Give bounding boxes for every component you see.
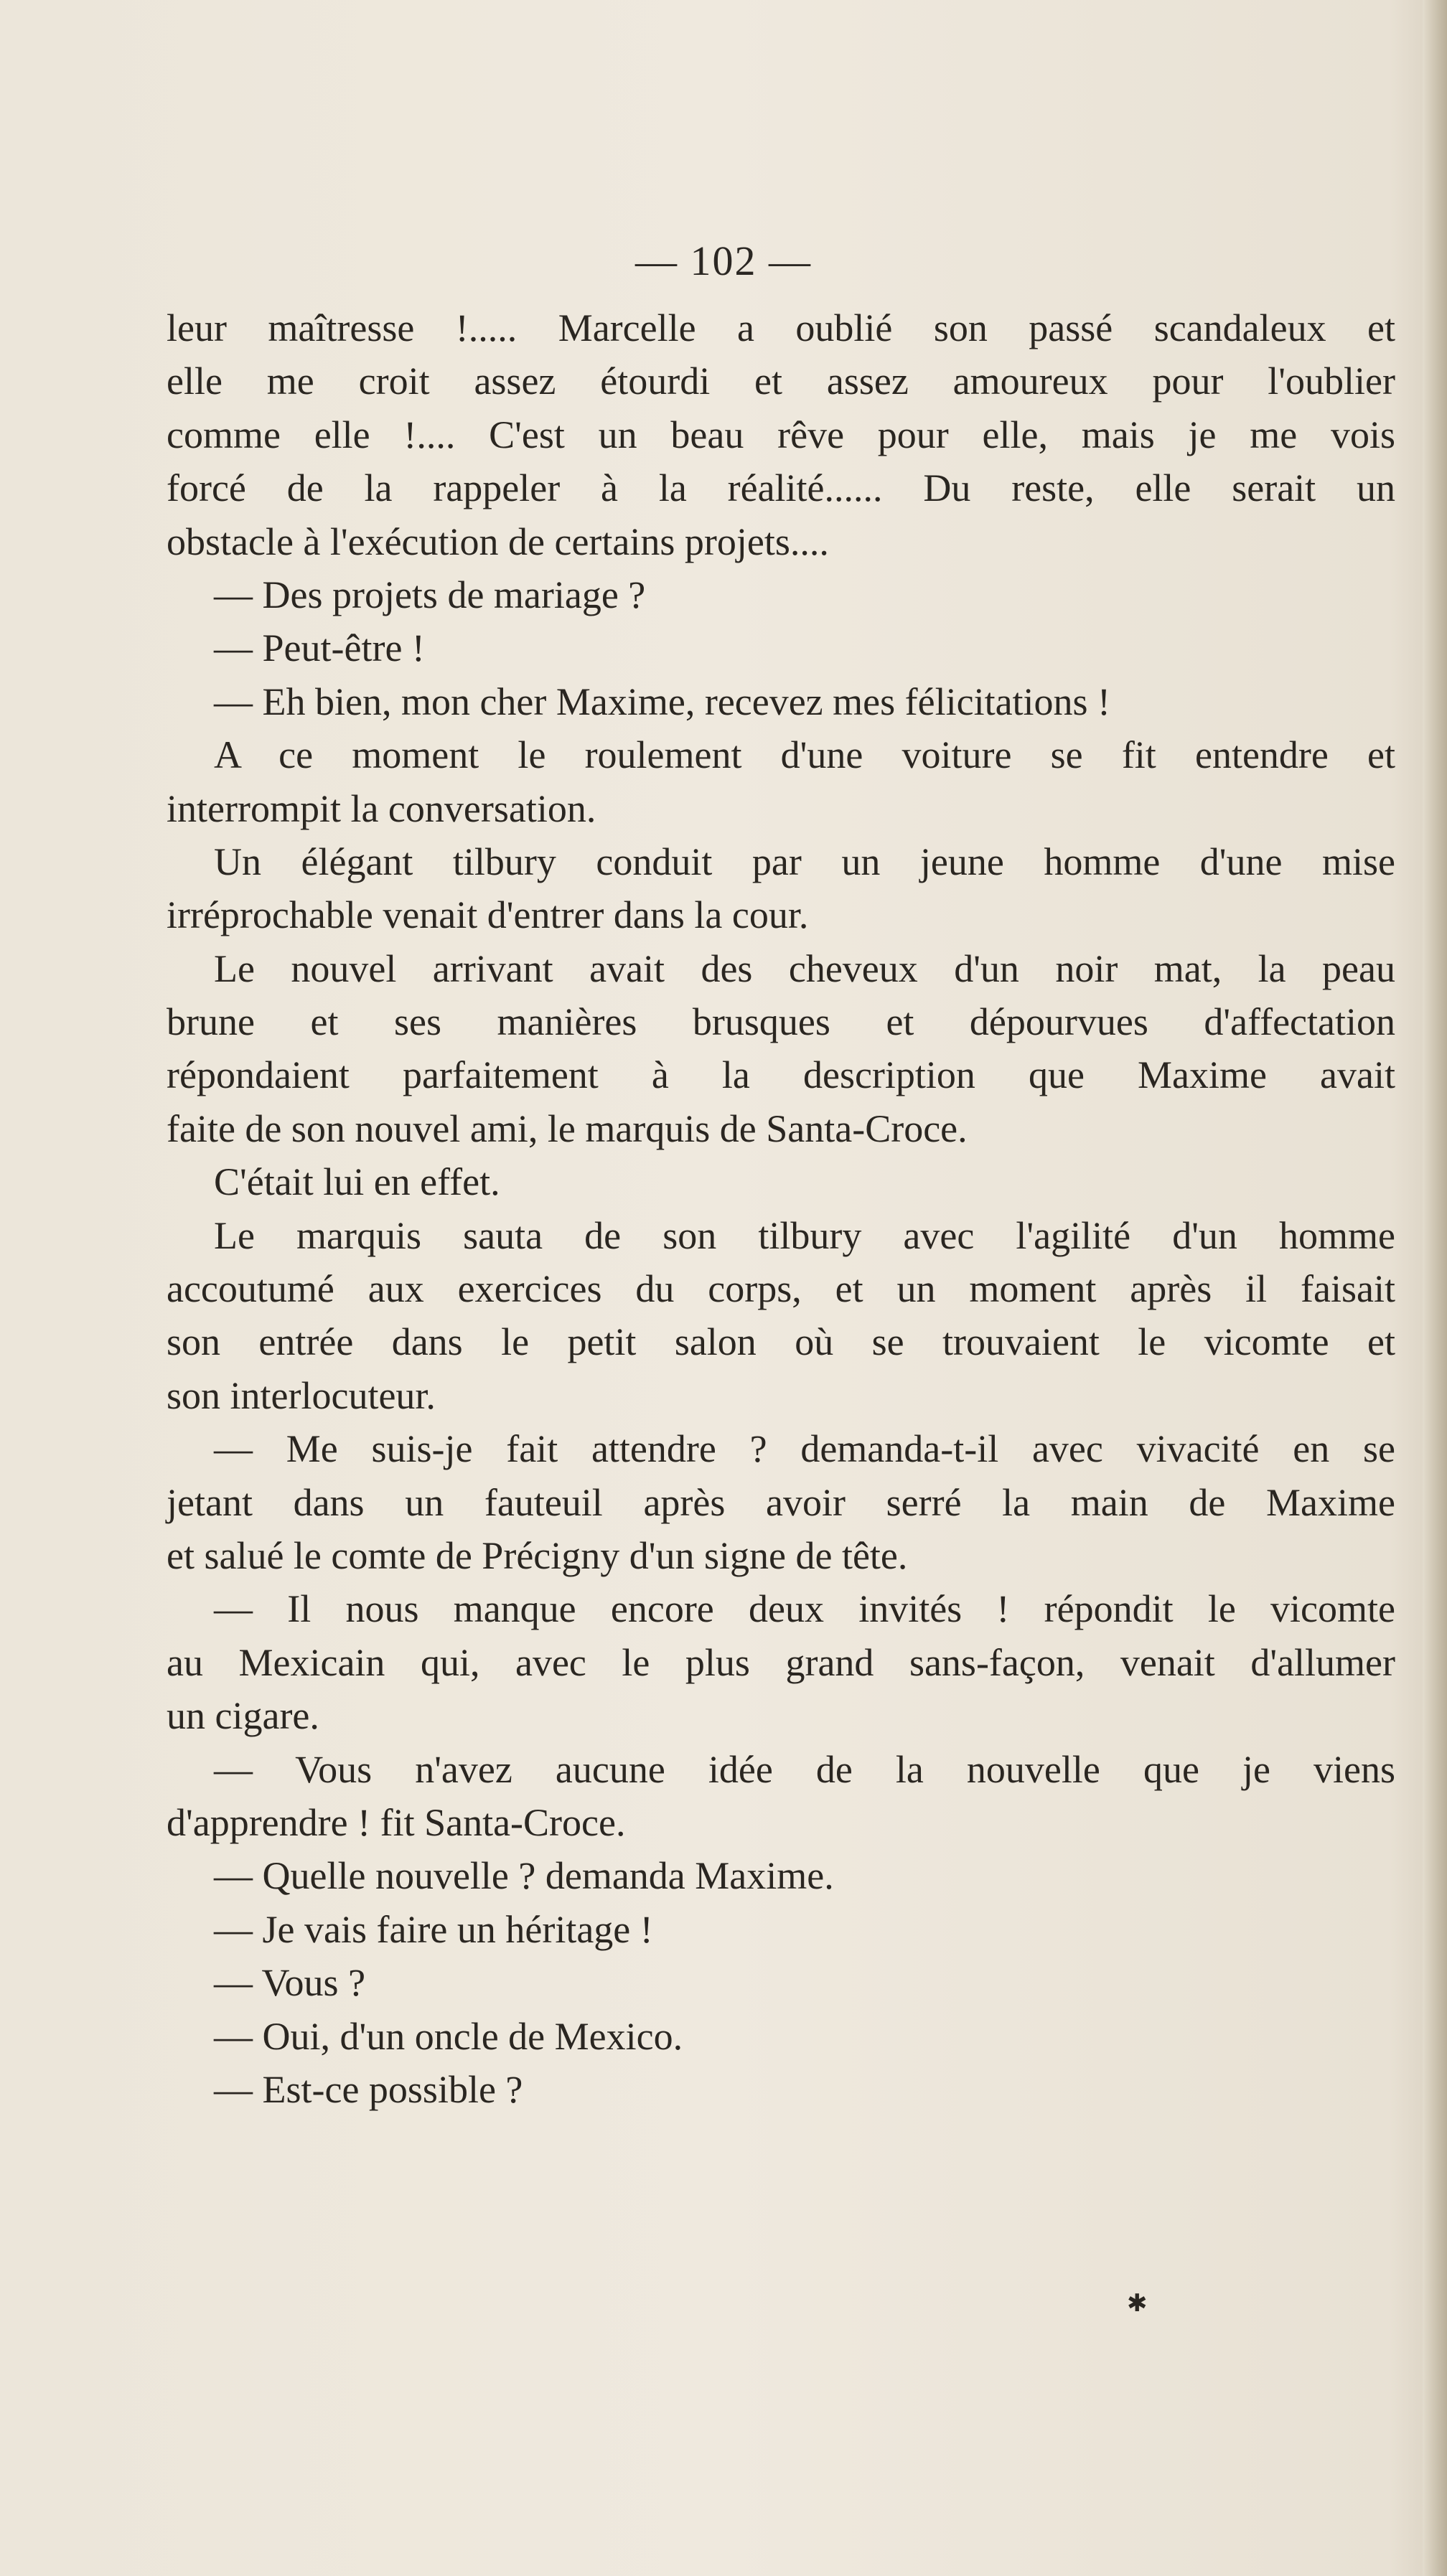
text-line: au Mexicain qui, avec le plus grand sans-façon, venait d'allumer: [167, 1640, 1395, 1684]
text-line: et salué le comte de Précigny d'un signe de tête.: [167, 1533, 908, 1577]
text-line: irréprochable venait d'entrer dans la cour.: [167, 893, 809, 937]
text-line: — Peut-être !: [214, 626, 425, 670]
text-line: A ce moment le roulement d'une voiture se fit entendre et: [214, 733, 1395, 777]
text-line: elle me croit assez étourdi et assez amoureux pour l'oublier: [167, 359, 1395, 403]
text-line: — Vous ?: [214, 1961, 366, 2005]
printer-signature-mark: ✱: [1127, 2290, 1148, 2317]
text-line: d'apprendre ! fit Santa-Croce.: [167, 1800, 626, 1844]
page-number: — 102 —: [635, 238, 812, 284]
text-line: — Des projets de mariage ?: [214, 573, 646, 616]
text-line: — Il nous manque encore deux invités ! répondit le vicomte: [214, 1587, 1395, 1631]
text-line: accoutumé aux exercices du corps, et un moment après il faisait: [167, 1267, 1395, 1311]
text-line: Le nouvel arrivant avait des cheveux d'un noir mat, la peau: [214, 946, 1395, 990]
text-line: — Eh bien, mon cher Maxime, recevez mes félicitations !: [214, 680, 1111, 723]
text-line: un cigare.: [167, 1694, 319, 1738]
text-line: — Oui, d'un oncle de Mexico.: [214, 2014, 683, 2058]
text-line: faite de son nouvel ami, le marquis de Santa-Croce.: [167, 1106, 968, 1150]
text-line: interrompit la conversation.: [167, 786, 596, 830]
text-line: — Me suis-je fait attendre ? demanda-t-il avec vivacité en se: [214, 1427, 1395, 1471]
text-line: brune et ses manières brusques et dépourvues d'affectation: [167, 1000, 1395, 1044]
text-line: répondaient parfaitement à la description que Maxime avait: [167, 1053, 1395, 1097]
text-line: leur maîtresse !..... Marcelle a oublié son passé scandaleux et: [167, 306, 1395, 349]
text-line: forcé de la rappeler à la réalité...... Du reste, elle serait un: [167, 466, 1395, 510]
text-line: comme elle !.... C'est un beau rêve pour elle, mais je me vois: [167, 413, 1395, 456]
text-line: Un élégant tilbury conduit par un jeune homme d'une mise: [214, 840, 1395, 883]
text-line: — Je vais faire un héritage !: [214, 1907, 653, 1951]
text-line: son entrée dans le petit salon où se trouvaient le vicomte et: [167, 1320, 1395, 1364]
text-line: — Vous n'avez aucune idée de la nouvelle que je viens: [214, 1747, 1395, 1791]
text-line: — Est-ce possible ?: [214, 2067, 523, 2111]
page-edge-shadow: [1423, 0, 1447, 2576]
page-body-text: [167, 301, 1395, 2116]
text-line: son interlocuteur.: [167, 1373, 436, 1417]
text-line: C'était lui en effet.: [214, 1160, 500, 1204]
text-line: obstacle à l'exécution de certains projets....: [167, 520, 829, 563]
text-line: jetant dans un fauteuil après avoir serré la main de Maxime: [167, 1480, 1395, 1524]
text-line: Le marquis sauta de son tilbury avec l'agilité d'un homme: [214, 1213, 1395, 1257]
text-line: — Quelle nouvelle ? demanda Maxime.: [214, 1854, 834, 1898]
